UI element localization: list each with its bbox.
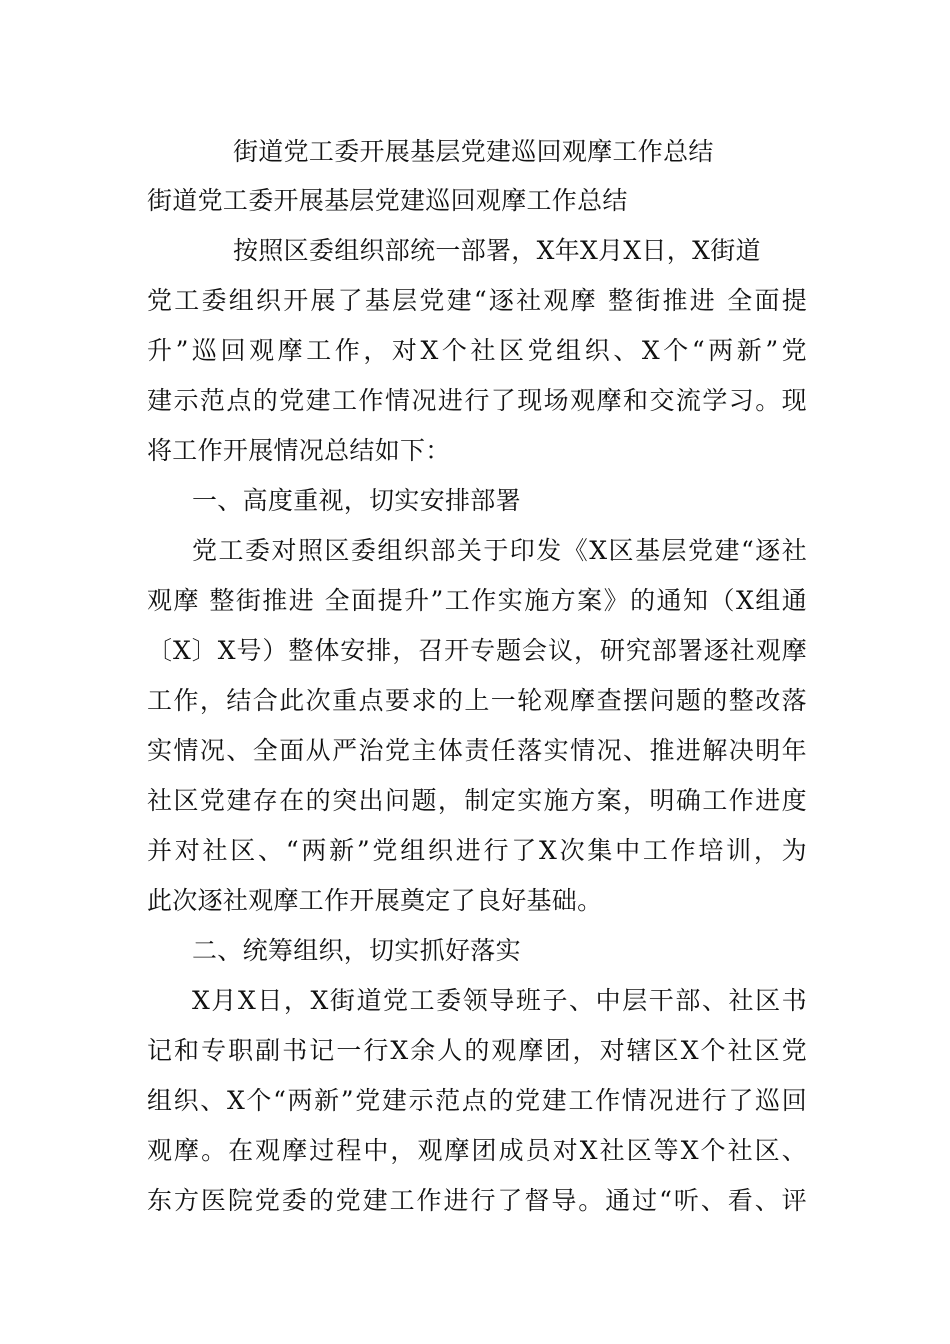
section2-line: 组织、X个“两新”党建示范点的党建工作情况进行了巡回 (147, 1086, 807, 1115)
intro-line: 按照区委组织部统一部署，X年X月X日，X街道 (233, 236, 761, 265)
section2-line: X月X日，X街道党工委领导班子、中层干部、社区书 (192, 986, 807, 1015)
intro-line: 升”巡回观摩工作，对X个社区党组织、X个“两新”党 (147, 336, 807, 365)
section1-line: 观摩 整街推进 全面提升”工作实施方案》的通知（X组通 (147, 586, 807, 615)
section2-line: 记和专职副书记一行X余人的观摩团，对辖区X个社区党 (147, 1036, 807, 1065)
section2-line: 观摩。在观摩过程中，观摩团成员对X社区等X个社区、 (147, 1136, 807, 1165)
section1-line: 实情况、全面从严治党主体责任落实情况、推进解决明年 (147, 736, 807, 765)
section1-line: 党工委对照区委组织部关于印发《X区基层党建“逐社 (192, 536, 807, 565)
intro-line: 建示范点的党建工作情况进行了现场观摩和交流学习。现 (147, 386, 807, 415)
intro-line: 将工作开展情况总结如下： (147, 436, 451, 465)
section1-line: 工作，结合此次重点要求的上一轮观摩查摆问题的整改落 (147, 686, 807, 715)
section2-line: 东方医院党委的党建工作进行了督导。通过“听、看、评 (147, 1186, 807, 1215)
intro-line: 党工委组织开展了基层党建“逐社观摩 整街推进 全面提 (147, 286, 807, 315)
section1-line: 并对社区、“两新”党组织进行了X次集中工作培训，为 (147, 836, 807, 865)
section1-line: 社区党建存在的突出问题，制定实施方案，明确工作进度 (147, 786, 807, 815)
section1-line: 〔X〕X号）整体安排，召开专题会议，研究部署逐社观摩 (147, 636, 807, 665)
section-heading-1: 一、高度重视，切实安排部署 (192, 486, 521, 515)
document-subtitle: 街道党工委开展基层党建巡回观摩工作总结 (147, 186, 628, 215)
document-title: 街道党工委开展基层党建巡回观摩工作总结 (233, 137, 714, 166)
section-heading-2: 二、统筹组织，切实抓好落实 (192, 936, 521, 965)
section1-line: 此次逐社观摩工作开展奠定了良好基础。 (147, 886, 603, 915)
